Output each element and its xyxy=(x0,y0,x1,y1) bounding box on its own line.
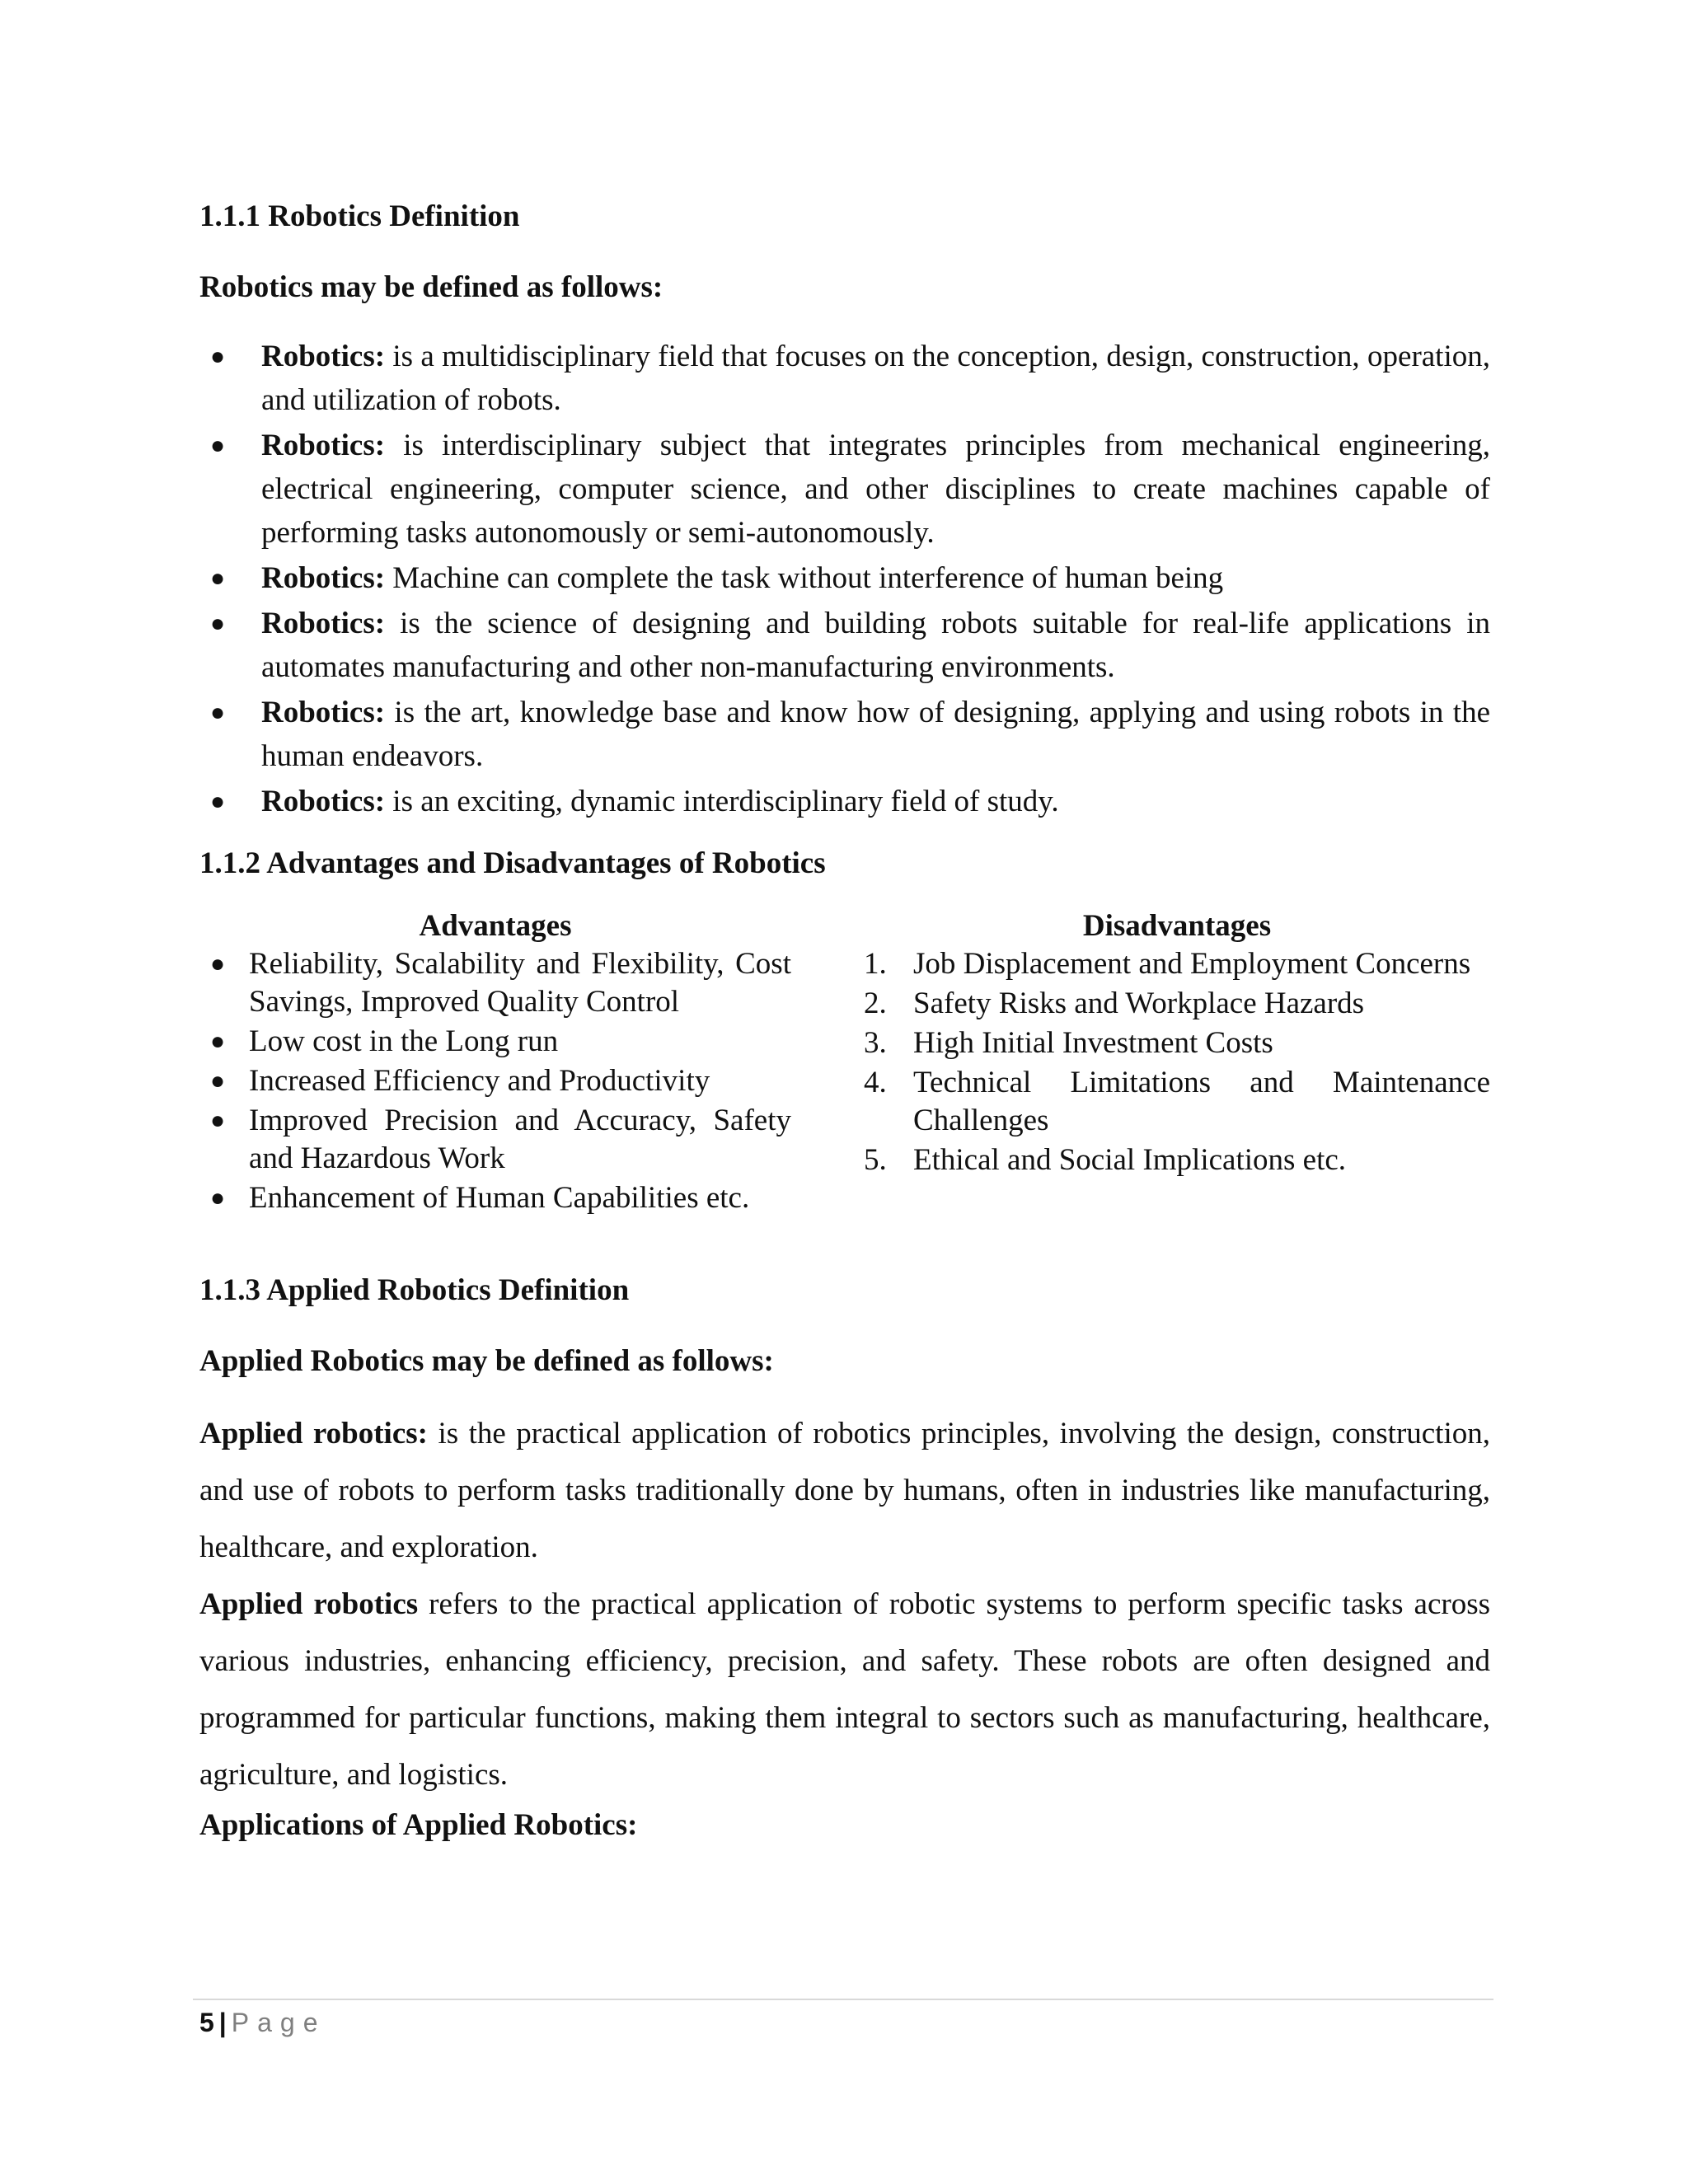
list-number: 1. xyxy=(864,947,887,981)
footer-divider xyxy=(193,1999,1493,2000)
list-number: 4. xyxy=(864,1066,887,1099)
list-item xyxy=(199,424,1490,555)
bullet-icon: ● xyxy=(210,1184,226,1212)
disadvantage-text: Job Displacement and Employment Concerns xyxy=(913,947,1471,981)
paragraph-term: Applied robotics xyxy=(199,1587,419,1621)
advantage-text: Increased Efficiency and Productivity xyxy=(249,1064,710,1098)
bullet-icon: ● xyxy=(210,950,226,977)
list-item xyxy=(864,985,1490,1023)
section-intro: Applied Robotics may be defined as follows: xyxy=(199,1344,774,1378)
bullet-icon: ● xyxy=(210,788,226,815)
section-title-applied-robotics: 1.1.3 Applied Robotics Definition xyxy=(199,1273,630,1307)
list-number: 3. xyxy=(864,1026,887,1060)
disadvantages-column xyxy=(864,907,1490,1219)
section-title-robotics-definition: 1.1.1 Robotics Definition xyxy=(199,199,520,233)
definition-term: Robotics: xyxy=(261,696,386,729)
list-item xyxy=(199,1102,791,1178)
definition-term: Robotics: xyxy=(261,785,386,818)
definitions-list xyxy=(199,335,1490,823)
list-item xyxy=(199,556,1490,600)
list-item xyxy=(199,691,1490,778)
list-item xyxy=(199,780,1490,823)
bullet-icon: ● xyxy=(210,1107,226,1134)
advantages-list xyxy=(199,945,791,1217)
definition-text: is interdisciplinary subject that integrates principles from mechanical engineering, electrical engineering, computer science, and other disciplines to create machines capable of performing tasks autonomously or semi-autonomously. xyxy=(261,429,1490,550)
list-item xyxy=(864,1141,1490,1179)
bullet-icon: ● xyxy=(210,343,226,370)
definition-term: Robotics: xyxy=(261,561,386,595)
paragraph-text: refers to the practical application of robotic systems to perform specific tasks across various industries, enhancing efficiency, precision, and safety. These robots are often designed and programmed for particular functions, making them integral to sectors such as manufacturing, healthcare, agriculture, and logistics. xyxy=(199,1587,1490,1792)
advantage-text: Improved Precision and Accuracy, Safety and Hazardous Work xyxy=(249,1104,791,1175)
list-number: 5. xyxy=(864,1143,887,1177)
bullet-icon: ● xyxy=(210,1028,226,1055)
advantage-text: Low cost in the Long run xyxy=(249,1024,559,1058)
advantages-column xyxy=(199,907,791,1219)
list-item xyxy=(199,335,1490,422)
list-item xyxy=(199,945,791,1021)
page-label: Page xyxy=(231,2008,326,2037)
list-item xyxy=(864,1024,1490,1062)
bullet-icon: ● xyxy=(210,699,226,726)
page-footer xyxy=(199,2004,326,2041)
definition-term: Robotics: xyxy=(261,340,386,373)
definition-text: is the art, knowledge base and know how of designing, applying and using robots in the human endeavors. xyxy=(261,696,1490,773)
list-item xyxy=(864,945,1490,983)
applications-heading: Applications of Applied Robotics: xyxy=(199,1808,638,1842)
bullet-icon: ● xyxy=(210,1067,226,1094)
bullet-icon: ● xyxy=(210,565,226,592)
advantage-text: Reliability, Scalability and Flexibility, Cost Savings, Improved Quality Control xyxy=(249,947,791,1019)
advantage-text: Enhancement of Human Capabilities etc. xyxy=(249,1181,750,1215)
list-number: 2. xyxy=(864,987,887,1020)
disadvantage-text: High Initial Investment Costs xyxy=(913,1026,1273,1060)
disadvantage-text: Ethical and Social Implications etc. xyxy=(913,1143,1347,1177)
disadvantages-heading: Disadvantages xyxy=(1082,909,1272,943)
bullet-icon: ● xyxy=(210,432,226,459)
definition-text: is a multidisciplinary field that focuses on the conception, design, construction, operation, and utilization of robots. xyxy=(261,340,1490,417)
disadvantages-list xyxy=(864,945,1490,1179)
definition-text: Machine can complete the task without interference of human being xyxy=(385,561,1224,595)
section-title-advantages-disadvantages: 1.1.2 Advantages and Disadvantages of Robotics xyxy=(199,846,826,880)
paragraph-term: Applied robotics: xyxy=(199,1417,428,1451)
list-item xyxy=(199,602,1490,689)
paragraph-applied-robotics-1 xyxy=(199,1405,1490,1576)
bullet-icon: ● xyxy=(210,610,226,637)
page-content xyxy=(199,196,1490,1846)
list-item xyxy=(199,1023,791,1061)
definition-term: Robotics: xyxy=(261,429,386,462)
definition-term: Robotics: xyxy=(261,607,386,640)
footer-separator: | xyxy=(218,2008,227,2037)
disadvantage-text: Safety Risks and Workplace Hazards xyxy=(913,987,1365,1020)
definition-text: is an exciting, dynamic interdisciplinary field of study. xyxy=(385,785,1059,818)
page-number: 5 xyxy=(199,2008,214,2037)
advantages-disadvantages-columns xyxy=(199,907,1490,1219)
list-item xyxy=(864,1064,1490,1140)
paragraph-text: is the practical application of robotics principles, involving the design, construction, and use of robots to perform tasks traditionally done by humans, often in industries like manufacturing, healthcare, and exploration. xyxy=(199,1417,1490,1564)
definition-text: is the science of designing and building robots suitable for real-life applications in automates manufacturing and other non-manufacturing environments. xyxy=(261,607,1490,684)
paragraph-applied-robotics-2 xyxy=(199,1576,1490,1803)
list-item xyxy=(199,1179,791,1217)
disadvantage-text: Technical Limitations and Maintenance Challenges xyxy=(913,1066,1490,1137)
advantages-heading: Advantages xyxy=(419,909,572,943)
section-intro: Robotics may be defined as follows: xyxy=(199,270,663,304)
list-item xyxy=(199,1062,791,1100)
